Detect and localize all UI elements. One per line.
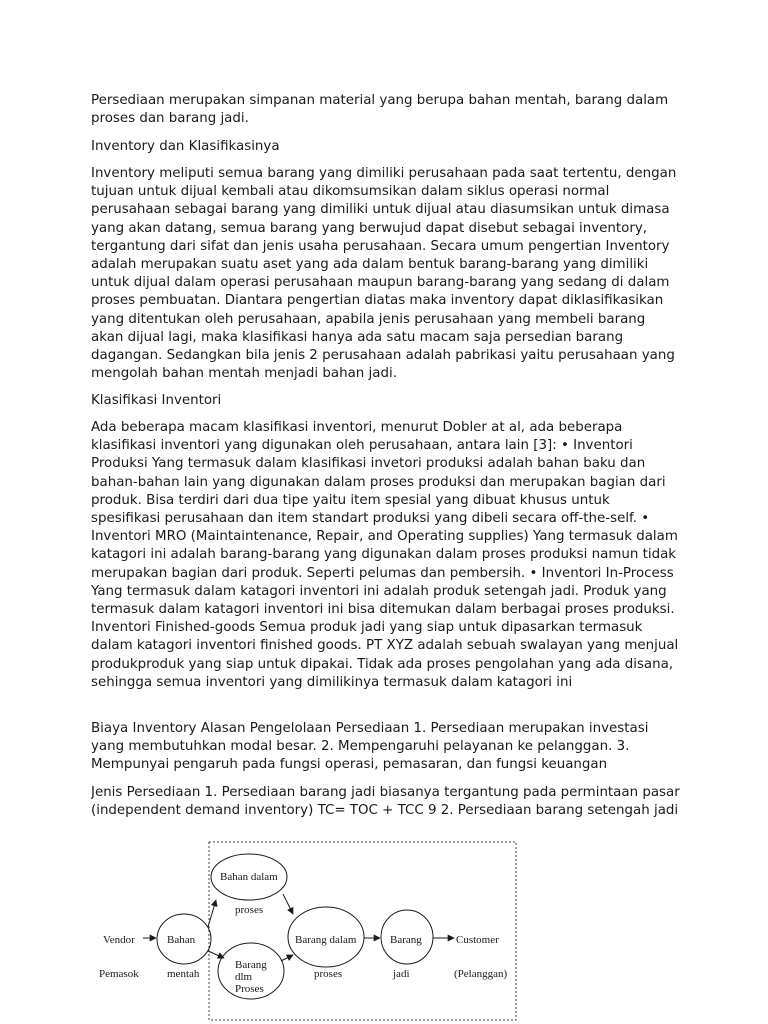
paragraph-inventory-meliputi: Inventory meliputi semua barang yang dimiliki perusahaan pada saat tertentu, dengan tujuan untuk dijual kembali atau dikomsumsikan dalam siklus operasi normal perusahaan sebagai barang yang dimiliki untuk dijual atau diasumsikan untuk dimasa yang akan datang, semua barang yang berwujud dapat disebut sebagai inventory, tergantung dari sifat dan jenis usaha perusahaan. Secara umum pengertian Inventory adalah merupakan suatu aset yang ada dalam bentuk barang-barang yang dimiliki untuk dijual dalam operasi perusahaan maupun barang-barang yang sedang di dalam proses pembuatan. Diantara pengertian diatas maka inventory dapat diklasifikasikan yang ditentukan oleh perusahaan, apabila jenis perusahaan yang membeli barang akan dijual lagi, maka klasifikasi hanya ada satu macam saja persedian barang dagangan. Sedangkan bila jenis 2 perusahaan adalah pabrikasi yaitu perusahaan yang mengolah bahan mentah menjadi bahan jadi.: [91, 166, 677, 382]
arrow-bahan-to-bahan-dalam: [208, 900, 216, 927]
label-customer: Customer: [456, 934, 499, 946]
paragraph-jenis-persediaan: Jenis Persediaan 1. Persediaan barang jadi biasanya tergantung pada permintaan pasar (independent demand inventory) TC= TOC + TCC 9 2. Persediaan barang setengah jadi: [91, 785, 680, 819]
heading-inventory-klasifikasi: Inventory dan Klasifikasinya: [91, 139, 280, 154]
label-barang-dlm-3: Proses: [235, 983, 264, 995]
label-bahan-dalam: Bahan dalam: [220, 871, 278, 883]
inventory-flow-diagram: [0, 836, 768, 1024]
label-barang-dlm-1: Barang: [235, 959, 267, 971]
label-barang: Barang: [390, 934, 422, 946]
label-proses-top: proses: [235, 904, 264, 916]
arrow-bahan-to-barang-dlm: [208, 951, 224, 958]
label-pemasok: Pemasok: [99, 968, 139, 980]
label-barang-dlm-2: dlm: [235, 971, 253, 983]
label-vendor: Vendor: [103, 934, 135, 946]
arrow-barang-dlm-to-barang-dalam: [281, 955, 293, 961]
paragraph-biaya-inventory: Biaya Inventory Alasan Pengelolaan Persediaan 1. Persediaan merupakan investasi yang membutuhkan modal besar. 2. Mempengaruhi pelayanan ke pelanggan. 3. Mempunyai pengaruh pada fungsi operasi, pemasaran, dan fungsi keuangan: [91, 721, 649, 773]
label-jadi: jadi: [393, 968, 410, 980]
paragraph-definition: Persediaan merupakan simpanan material yang berupa bahan mentah, barang dalam proses dan barang jadi.: [91, 93, 669, 127]
arrow-bahan-dalam-to-barang-dalam: [283, 894, 293, 914]
paragraph-klasifikasi-list: Ada beberapa macam klasifikasi inventori, menurut Dobler at al, ada beberapa klasifikasi inventori yang digunakan oleh perusahaan, antara lain [3]: • Inventori Produksi Yang termasuk dalam klasifikasi invetori produksi adalah bahan baku dan bahan-bahan lain yang digunakan dalam proses produksi dan merupakan bagian dari produk. Bisa terdiri dari dua tipe yaitu item spesial yang dibuat khusus untuk spesifikasi perusahaan dan item standart produksi yang dibeli secara off-the-self. • Inventori MRO (Maintaintenance, Repair, and Operating supplies) Yang termasuk dalam katagori ini adalah barang-barang yang digunakan dalam proses produksi namun tidak merupakan bagian dari produk. Seperti pelumas dan pembersih. • Inventori In-Process Yang termasuk dalam katagori inventori ini adalah produk setengah jadi. Produk yang termasuk dalam katagori inventori ini bisa ditemukan dalam berbagai proses produksi. Inventori Finished-goods Semua produk jadi yang siap untuk dipasarkan termasuk dalam katagori inventori finished goods. PT XYZ adalah sebuah swalayan yang menjual produkproduk yang siap untuk dipakai. Tidak ada proses pengolahan yang ada disana, sehingga semua inventori yang dimilikinya termasuk dalam katagori ini: [91, 420, 679, 690]
label-pelanggan: (Pelanggan): [454, 968, 508, 980]
label-proses-mid: proses: [314, 968, 343, 980]
label-mentah: mentah: [167, 968, 200, 980]
heading-klasifikasi-inventori: Klasifikasi Inventori: [91, 393, 222, 408]
label-bahan: Bahan: [167, 934, 196, 946]
label-barang-dalam: Barang dalam: [295, 934, 357, 946]
